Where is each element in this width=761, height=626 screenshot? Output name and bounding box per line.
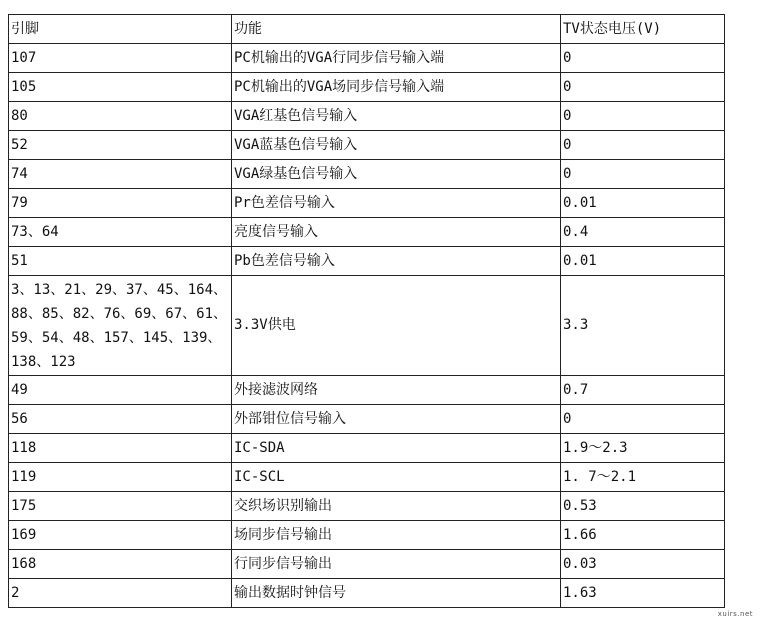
- function-cell: 外部钳位信号输入: [232, 405, 561, 434]
- header-function: 功能: [232, 15, 561, 44]
- table-row: [9, 131, 725, 160]
- voltage-cell: 0.53: [561, 492, 725, 521]
- function-cell: VGA绿基色信号输入: [232, 160, 561, 189]
- table-row: [9, 521, 725, 550]
- voltage-cell: 0: [561, 131, 725, 160]
- pin-cell: 107: [9, 44, 232, 73]
- pin-cell: 169: [9, 521, 232, 550]
- voltage-cell: 0: [561, 405, 725, 434]
- function-cell: Pr色差信号输入: [232, 189, 561, 218]
- voltage-cell: 0: [561, 160, 725, 189]
- voltage-cell: 0.7: [561, 376, 725, 405]
- function-cell: IC-SDA: [232, 434, 561, 463]
- voltage-cell: 0.03: [561, 550, 725, 579]
- voltage-cell: 1. 7～2.1: [561, 463, 725, 492]
- voltage-cell: 0.01: [561, 247, 725, 276]
- voltage-cell: 0.4: [561, 218, 725, 247]
- voltage-cell: 1.66: [561, 521, 725, 550]
- table-row: [9, 492, 725, 521]
- watermark: xuirs.net: [717, 610, 753, 618]
- pin-cell: 51: [9, 247, 232, 276]
- pin-cell: 168: [9, 550, 232, 579]
- table-row: [9, 160, 725, 189]
- pin-voltage-table: [8, 14, 725, 608]
- table-header-row: [9, 15, 725, 44]
- pin-cell: 56: [9, 405, 232, 434]
- pin-cell: 80: [9, 102, 232, 131]
- voltage-cell: 3.3: [561, 276, 725, 376]
- table-row: [9, 247, 725, 276]
- table-row: [9, 405, 725, 434]
- function-cell: VGA蓝基色信号输入: [232, 131, 561, 160]
- voltage-cell: 1.9～2.3: [561, 434, 725, 463]
- pin-cell: 52: [9, 131, 232, 160]
- function-cell: 行同步信号输出: [232, 550, 561, 579]
- table-row: [9, 102, 725, 131]
- pin-cell: 3、13、21、29、37、45、164、88、85、82、76、69、67、61、59、54、48、157、145、139、138、123: [9, 276, 232, 376]
- voltage-cell: 0: [561, 102, 725, 131]
- pin-cell: 49: [9, 376, 232, 405]
- function-cell: 外接滤波网络: [232, 376, 561, 405]
- function-cell: 交织场识别输出: [232, 492, 561, 521]
- function-cell: Pb色差信号输入: [232, 247, 561, 276]
- function-cell: 输出数据时钟信号: [232, 579, 561, 608]
- table-row: [9, 463, 725, 492]
- table-row: [9, 376, 725, 405]
- table-row: [9, 73, 725, 102]
- pin-cell: 118: [9, 434, 232, 463]
- header-voltage: TV状态电压(V): [561, 15, 725, 44]
- table-row: [9, 218, 725, 247]
- pin-cell: 175: [9, 492, 232, 521]
- function-cell: 场同步信号输出: [232, 521, 561, 550]
- pin-cell: 105: [9, 73, 232, 102]
- pin-cell: 79: [9, 189, 232, 218]
- function-cell: PC机输出的VGA行同步信号输入端: [232, 44, 561, 73]
- table-row: [9, 579, 725, 608]
- header-pin: 引脚: [9, 15, 232, 44]
- pin-cell: 119: [9, 463, 232, 492]
- table-row: [9, 550, 725, 579]
- pin-cell: 73、64: [9, 218, 232, 247]
- voltage-cell: 0: [561, 73, 725, 102]
- voltage-cell: 0: [561, 44, 725, 73]
- table-row: [9, 189, 725, 218]
- voltage-cell: 0.01: [561, 189, 725, 218]
- table-row: [9, 276, 725, 376]
- function-cell: 3.3V供电: [232, 276, 561, 376]
- function-cell: IC-SCL: [232, 463, 561, 492]
- table-row: [9, 44, 725, 73]
- function-cell: 亮度信号输入: [232, 218, 561, 247]
- voltage-cell: 1.63: [561, 579, 725, 608]
- pin-cell: 2: [9, 579, 232, 608]
- pin-cell: 74: [9, 160, 232, 189]
- function-cell: VGA红基色信号输入: [232, 102, 561, 131]
- function-cell: PC机输出的VGA场同步信号输入端: [232, 73, 561, 102]
- table-row: [9, 434, 725, 463]
